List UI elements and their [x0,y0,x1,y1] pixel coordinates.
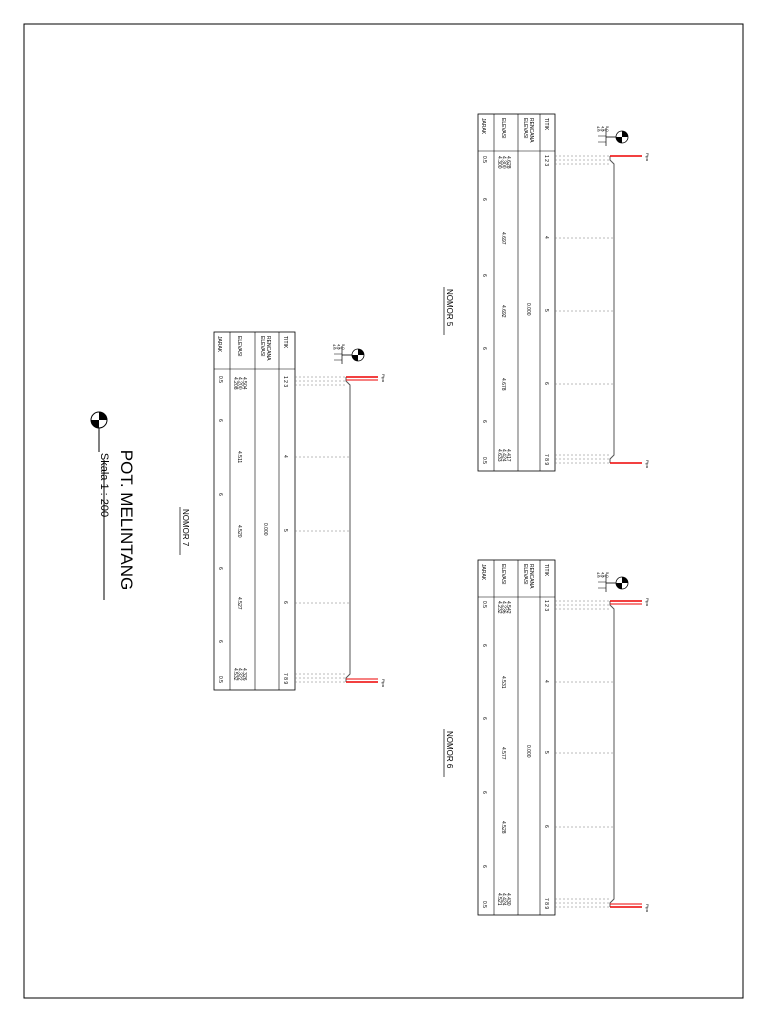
header-rencana-wrap [528,118,534,143]
titik-label: 7 8 9 [543,898,549,910]
titik-label-wrap [282,529,288,532]
header-elevasi: ELEVASI [500,564,506,585]
cross-section-5 [444,114,650,471]
elevasi-value: 4.577 [500,747,506,760]
jarak-value-wrap [481,901,487,908]
jarak-value: 6 [481,865,487,868]
titik-label-wrap [543,382,549,385]
cross-section-6 [444,560,650,915]
scale-value: 4.0 [596,126,601,132]
jarak-value: 6 [481,420,487,423]
pipe-label-wrap [645,153,650,162]
jarak-value-wrap [481,457,487,464]
jarak-value: 6 [217,493,223,496]
scale-value: 4.5 [600,126,606,132]
header-elevasi-rencana: ELEVASI [522,564,528,585]
titik-label-wrap [543,155,549,166]
elevasi-value-wrap [236,597,242,610]
elevasi-value-wrap [236,525,242,538]
jarak-value-wrap [217,676,223,683]
elevasi-value: 4.322 [236,668,243,681]
header-elevasi-wrap [500,118,506,138]
jarak-value: 6 [481,274,487,277]
elevasi-rencana-value: 0.000 [525,745,531,758]
header-titik: TITIK [543,564,549,577]
titik-label-wrap [543,309,549,312]
jarak-value: 6 [481,347,487,350]
jarak-value-wrap [217,493,223,496]
elevasi-value: 4.236 [500,601,507,614]
jarak-value: 6 [481,198,487,201]
scale-value: 4.5 [336,344,342,350]
elevasi-value-wrap [241,377,247,390]
pipe-label: Pipa [645,460,650,469]
titik-label: 6 [282,601,288,604]
section-name: NOMOR 7 [181,509,190,547]
pipe-label: Pipa [381,374,386,383]
titik-label: 4 [282,455,288,458]
titik-label: 5 [543,751,549,754]
ground-profile-line [346,377,350,682]
elevasi-value: 4.511 [236,451,242,464]
titik-label-wrap [543,454,549,465]
header-rencana: RENCANA [528,118,534,143]
header-titik-wrap [543,118,549,131]
elevasi-rencana-value: 0.000 [525,303,531,316]
titik-label: 5 [282,529,288,532]
titik-label-wrap [543,751,549,754]
scale-value-wrap [332,344,337,350]
cross-section-7 [180,332,386,690]
header-jarak-wrap [216,336,222,353]
elevasi-value: 4.531 [500,676,506,689]
drawing-scale: Skala 1 : 200 [98,452,110,518]
elevasi-rencana-value-wrap [525,745,531,758]
header-elevasi: ELEVASI [236,336,242,357]
scale-value-wrap [596,126,601,132]
elevasi-value: 4.678 [500,378,506,391]
elevasi-value: 4.520 [236,525,242,538]
header-jarak-wrap [480,564,486,581]
jarak-value-wrap [481,791,487,794]
titik-label: 7 8 9 [282,673,288,685]
jarak-value-wrap [481,644,487,647]
jarak-value: 6 [217,567,223,570]
elevasi-value: 4.628 [505,156,511,169]
north-symbol-icon [342,349,364,361]
jarak-value: 0.5 [481,601,487,608]
elevasi-value: 4.697 [500,232,506,245]
elevasi-value: 4.504 [241,377,247,390]
titik-label-wrap [282,376,288,387]
titik-label: 1 2 3 [543,155,549,167]
pipe-label: Pipa [645,904,650,913]
elevasi-value: 4.692 [500,305,506,318]
jarak-value: 6 [217,640,223,643]
elevasi-value-wrap [505,601,511,614]
header-rencana-wrap [265,336,271,361]
titik-label: 7 8 9 [543,454,549,466]
pipe-label: Pipa [645,153,650,162]
titik-label-wrap [282,601,288,604]
jarak-value-wrap [481,420,487,423]
jarak-value-wrap [481,865,487,868]
elevasi-value-wrap [505,156,511,169]
titik-label-wrap [543,825,549,828]
header-titik-wrap [543,564,549,577]
header-titik: TITIK [282,336,288,349]
ground-profile-line [610,601,614,907]
elevasi-value-wrap [500,305,506,318]
jarak-value-wrap [217,567,223,570]
jarak-value: 6 [217,419,223,422]
header-elevasi-rencana-wrap [522,564,528,584]
scale-value: 4.0 [332,344,337,350]
elevasi-value-wrap [500,747,506,760]
scale-value-wrap [596,572,601,578]
titik-label-wrap [282,673,288,684]
titik-label-wrap [543,680,549,683]
jarak-value: 0.5 [481,156,487,163]
jarak-value-wrap [217,640,223,643]
titik-label: 6 [543,382,549,385]
jarak-value-wrap [217,376,223,383]
header-elevasi-rencana: ELEVASI [522,118,528,139]
header-rencana: RENCANA [265,336,271,361]
titik-label-wrap [543,898,549,909]
elevasi-value: 4.424 [500,893,507,906]
pipe-label: Pipa [645,598,650,607]
elevasi-value: 4.528 [500,821,506,834]
elevasi-value: 4.542 [505,601,511,614]
scale-value: 5.0 [605,126,610,132]
jarak-value: 0.5 [217,676,223,683]
jarak-value-wrap [481,717,487,720]
section-name-wrap [181,509,190,547]
jarak-value-wrap [481,198,487,201]
scale-value: 5.0 [605,572,610,578]
elevasi-value: 4.200 [236,377,243,390]
header-rencana: RENCANA [528,564,534,589]
header-titik: TITIK [543,118,549,131]
header-elevasi-rencana-wrap [522,118,528,138]
elevasi-value: 4.633 [496,449,502,462]
jarak-value-wrap [481,601,487,608]
header-elevasi-rencana-wrap [259,336,265,356]
header-elevasi-wrap [500,564,506,584]
elevasi-value: 4.300 [500,156,507,169]
pipe-label: Pipa [381,679,386,688]
header-rencana-wrap [528,564,534,589]
elevasi-value-wrap [500,676,506,689]
elevasi-value-wrap [505,449,511,462]
titik-label: 1 2 3 [543,600,549,612]
jarak-value-wrap [481,156,487,163]
elevasi-value: 4.232 [496,601,502,614]
jarak-value-wrap [217,419,223,422]
titik-label-wrap [282,455,288,458]
elevasi-value-wrap [505,893,511,906]
pipe-label-wrap [381,679,386,688]
elevasi-rencana-value-wrap [525,303,531,316]
pipe-label-wrap [645,904,650,913]
titik-label: 6 [543,825,549,828]
pipe-label-wrap [381,374,386,383]
section-name: NOMOR 6 [445,731,454,769]
data-table-frame [478,114,555,471]
header-jarak: JARAK [480,564,486,581]
jarak-value: 6 [481,717,487,720]
elevasi-value-wrap [500,232,506,245]
header-jarak-wrap [480,118,486,135]
elevasi-value-wrap [500,821,506,834]
elevasi-rencana-value-wrap [262,523,268,536]
titik-label-wrap [543,236,549,239]
header-elevasi-rencana: ELEVASI [259,336,265,357]
data-table-frame [478,560,555,915]
elevasi-value: 4.430 [505,893,511,906]
elevasi-value: 4.521 [496,893,502,906]
header-elevasi-wrap [236,336,242,356]
jarak-value: 0.5 [481,901,487,908]
elevasi-value-wrap [236,451,242,463]
elevasi-value: 4.300 [496,156,502,169]
elevasi-value: 4.532 [232,668,238,681]
drawing-title: POT. MELINTANG [117,449,136,591]
elevasi-value-wrap [241,668,247,681]
jarak-value-wrap [481,347,487,350]
north-symbol-icon [606,577,628,589]
elevasi-value: 4.208 [232,377,238,390]
section-name-wrap [445,731,454,769]
jarak-value: 6 [481,791,487,794]
elevasi-value: 4.417 [505,449,511,462]
titik-label: 4 [543,680,549,683]
header-jarak: JARAK [480,118,486,135]
titik-label: 4 [543,236,549,239]
section-name-wrap [445,289,454,327]
ground-profile-line [610,156,614,463]
scale-value: 4.5 [600,572,606,578]
titik-label: 5 [543,309,549,312]
jarak-value: 0.5 [217,376,223,383]
header-titik-wrap [282,336,288,349]
elevasi-rencana-value: 0.000 [262,523,268,536]
scale-value: 4.0 [596,572,601,578]
header-elevasi: ELEVASI [500,118,506,139]
jarak-value: 0.5 [481,457,487,464]
pipe-label-wrap [645,460,650,469]
elevasi-value-wrap [500,378,506,391]
north-symbol-icon [91,412,107,452]
pipe-label-wrap [645,598,650,607]
north-symbol-icon [606,131,628,143]
header-jarak: JARAK [216,336,222,353]
titik-label-wrap [543,600,549,611]
titik-label: 1 2 3 [282,376,288,388]
section-name: NOMOR 5 [445,289,454,327]
elevasi-value: 4.326 [241,668,247,681]
jarak-value-wrap [481,274,487,277]
scale-value: 5.0 [341,344,346,350]
elevasi-value: 4.527 [236,597,242,610]
jarak-value: 6 [481,644,487,647]
elevasi-value: 4.424 [500,449,507,462]
